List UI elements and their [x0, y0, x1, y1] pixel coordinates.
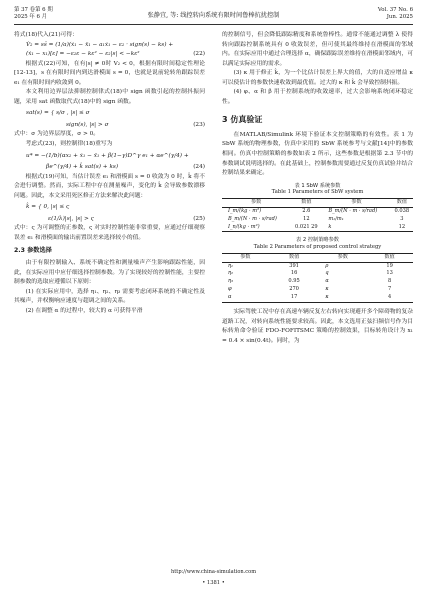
table-cell: q [325, 270, 329, 277]
table-row [222, 270, 413, 278]
table-header-cell: 参数 [222, 198, 290, 207]
table-cell: 2.6 [302, 207, 311, 214]
table-cell: 0.95 [288, 278, 300, 285]
running-title: 张静宜, 等: 线控转向系统有限时间鲁棒抗扰控制 [147, 12, 280, 19]
table-cell: 270 [289, 286, 299, 293]
table-cell: 8 [387, 278, 392, 285]
paragraph: (1) 在实际应用中，选择 η₁、η₂、η₃ 需要考虑闭环系统的不确定性及其噪声，并权衡响应速度与超调之间的关系。 [14, 288, 205, 305]
paragraph: (4) φ、α 和 β 用于控制系统的收敛速率，过大会影响系统闭环稳定性。 [222, 89, 413, 105]
section-heading: 3 仿真验证 [222, 115, 263, 125]
paragraph: 由于有限控制输入、系统不确定性和测量噪声产生影响跟踪性能，因此，在实际应用中应仔细选择控制参数。为了实现较好的控制性能，主要控制参数的选取应遵循以下原则： [14, 260, 205, 286]
equation-text: (ẋ₁ − x₁)[ε] = −ε₂ε − kε² − ε₂|s| < −kε² [26, 51, 140, 58]
table-row [222, 294, 413, 302]
paragraph: 式中：σ 为边界层厚度，σ > 0。 [14, 131, 100, 138]
equation-text: sign(s), |s| > σ [66, 121, 109, 128]
table-cell: η₂ [228, 270, 234, 277]
table-header-cell: 数值 [391, 198, 413, 207]
paragraph: 在MATLAB/Simulink 环境下验证本文控制策略的有效性。表 1 为 SbW 系统的物理参数，仿真中采用的 SbW 系统参考与文献[14]中的参数相同。仿真中控制策略的参数如表 2 所示，这些参数是根据第 2.3 节中的参数调试说明选择的。在此基础上，控制参数需要通过反复仿真试验并结合控制结果来确定。 [222, 131, 413, 177]
paragraph: 考虑式(23)，则控制律(18)重写为 [25, 141, 113, 148]
paragraph: 根据式(22)可知，在有|s| ≠ 0时 V₂ < 0，根据有限时间稳定性理论[12-13]，s 在有限时间内到达滑模面 s = 0，也就是说前轮转角跟踪误差 e₁ 在有限时间内收敛到 0。 [14, 60, 205, 86]
equation-22 [14, 41, 205, 51]
table-1 [222, 183, 413, 233]
journal-volume: 第 37 卷第 6 期 [14, 7, 53, 13]
equation-25-cont [14, 215, 205, 225]
table-header-row [222, 253, 413, 262]
journal-date: 2025 年 6 月 [14, 13, 48, 20]
paragraph: 式中：ς 为可调整的正参数，ς 对实时控制性能非常重要，应通过仔细观察误差 e₁ 和滑模面的输出前置误差来选择较小的值。 [14, 225, 205, 241]
table-cell: ρ [325, 262, 329, 269]
table-cell: 3 [400, 215, 404, 222]
table-cell: η₃ [228, 278, 234, 285]
table-cell: 391 [289, 262, 299, 269]
table-caption-en: Table 1 Parameters of SbW system [271, 189, 364, 196]
table-cell: I_m/(kg · m²) [228, 207, 262, 214]
table-cell: 12 [303, 215, 310, 222]
paragraph: (2) 在调整 α 的过程中，较大的 α 可获得平滑 [25, 307, 143, 314]
paragraph: (3) κ 用于修正 k̂，为一个比估计误差上界大的值，大的自适应增益 κ 可以使估计的参数快速收敛到最优值。过大的 κ 和 k̂ 会导致控制抖振。 [222, 70, 413, 86]
equation-number: (23) [193, 121, 205, 128]
table-row [222, 262, 413, 270]
equation-23-cont [14, 121, 205, 131]
table-cell: 7 [387, 286, 392, 293]
paragraph: 根据式(19)可知，当估计误差 e₁ 和滑模面 s = 0 收敛为 0 时，k̂ 将不会进行调整。然而，实际工程中存在测量噪声，变化的 k̂ 会导致参数漂移问题。因此，本文采用死区修正方法来解决此问题： [14, 173, 205, 199]
header-right [378, 7, 413, 20]
table-header-cell: 数值 [290, 198, 322, 207]
table-cell: 12 [398, 223, 406, 230]
equation-text: V̇₂ = ss̈ = (1/a)(ẋ₁ − ẍ₁ − a₁ẋ₁ − ε₂ · sign(s) − ks) + [26, 41, 174, 48]
table-header-cell: 参数 [222, 253, 269, 262]
table-cell: k [328, 223, 332, 230]
table-header-cell: 参数 [322, 198, 390, 207]
table-cell: 0.038 [394, 207, 410, 214]
paragraph: 本文利用边界层法抑制控制律式(18)中 sign 函数引起的控制抖振问题，采用 sat 函数取代式(18)中的 sign 函数。 [14, 89, 205, 105]
equation-number: (25) [193, 215, 205, 222]
table-cell: κ [325, 286, 329, 293]
table-header-cell: 参数 [319, 253, 366, 262]
equation-text: sat(s) = { s/σ , |s| ≤ σ [26, 110, 90, 117]
table-cell: α [325, 278, 329, 285]
table-header-cell: 数值 [269, 253, 320, 262]
equation-number: (22) [193, 51, 205, 58]
page-number: • 1381 • [202, 580, 225, 586]
table-cell: 19 [386, 262, 393, 269]
table-cell: κ [325, 294, 329, 301]
equation-text: ε(1/λ)|s|, |s| > ς [48, 215, 94, 222]
table-caption-en: Table 2 Parameters of proposed control strategy [253, 244, 382, 251]
equation-number: (24) [193, 164, 205, 171]
table-row [222, 216, 413, 224]
right-column [222, 31, 413, 346]
table-header-row [222, 198, 413, 207]
parameter-table [222, 253, 413, 303]
header-rule [14, 24, 413, 25]
equation-23 [14, 109, 205, 119]
table-caption: 表 1 SbW 系统参数 [294, 182, 341, 189]
table-cell: B_m/(N · m · s/rad) [328, 207, 378, 214]
table-cell: B_m/(N · m · s/rad) [228, 215, 277, 222]
table-2 [222, 237, 413, 303]
equation-22-cont [14, 50, 205, 60]
table-row [222, 286, 413, 294]
table-caption: 表 2 控制策略参数 [296, 237, 339, 244]
page-header [14, 7, 413, 23]
table-cell: α [228, 294, 232, 301]
equation-text: u* = −(1/b)(αx₂ + ẋ₁ − ẍ₁ + β(1−γ)D^γ e₁ + αe^(γ/4) + [26, 152, 189, 159]
equation-text: βe^(γ/4) + k̂ sat(s) + ks) [46, 164, 119, 171]
journal-date-en: Jun. 2025 [386, 13, 413, 20]
paragraph: 的控制信号，但会降低跟踪精度和系统鲁棒性。通常不能通过调整 λ 使得转向跟踪控制系统具有 0 收敛误差，但可使其最终维持在滑模面的邻域内。在实际应用中通过合理选择 α，确保跟踪误差维持在滑模面邻域内，可以满足实际应用的需求。 [222, 32, 413, 67]
table-cell: 13 [386, 270, 393, 277]
equation-24 [14, 152, 205, 162]
footer-url: http://www.china-simulation.com [170, 569, 257, 575]
table-row [222, 224, 413, 232]
parameter-table [222, 198, 413, 233]
table-row [222, 278, 413, 286]
table-cell: 17 [290, 294, 298, 301]
table-cell: I_n/(kg · m²) [228, 223, 260, 230]
left-column [14, 31, 205, 316]
section-heading: 2.3 参数选择 [14, 247, 52, 255]
table-cell: m₁/m₁ [328, 215, 344, 222]
table-cell: 0.021 29 [294, 223, 318, 230]
journal-volume-en: Vol. 37 No. 6 [377, 7, 413, 13]
table-cell: 16 [290, 270, 298, 277]
table-cell: η₁ [228, 262, 234, 269]
table-row [222, 207, 413, 215]
paragraph: 将式(18)代入(21)可得： [14, 32, 78, 38]
table-cell: φ [228, 286, 232, 293]
equation-24-cont [14, 163, 205, 173]
table-cell: 4 [387, 294, 392, 301]
table-header-cell: 数值 [366, 253, 413, 262]
equation-text: k̂ = { 0, |s| ≤ ς [26, 204, 70, 211]
equation-25 [14, 203, 205, 213]
paragraph: 实际驾驶工况中存在高速车辆反复左右转向实现避开多个障碍物的复杂道路工况，对转向系统性能要求较高。因此，本文选用正弦扫频信号作为目标转角命令验证 FDO-FOFITSMC 策略的控制效果，目标转角设计为 x₁ = 0.4 × sin(0.4t)。同时，为 [222, 309, 413, 344]
